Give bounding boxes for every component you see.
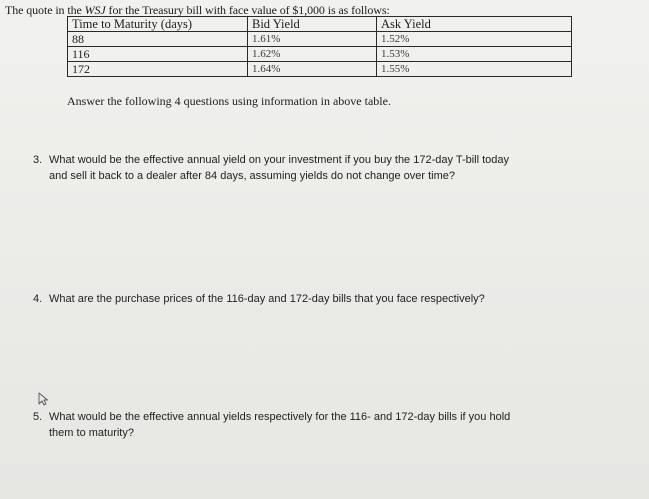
intro-suffix: for the Treasury bill with face value of $1,000 is as follows: bbox=[105, 3, 390, 17]
cursor-arrow-icon bbox=[38, 392, 48, 406]
cell-bid-yield: 1.64% bbox=[248, 62, 377, 77]
cell-maturity: 88 bbox=[68, 32, 248, 47]
cell-maturity: 116 bbox=[68, 47, 248, 62]
question-line: What would be the effective annual yield on your investment if you buy the 172-day T-bill today bbox=[49, 154, 510, 166]
intro-prefix: The quote in the bbox=[5, 3, 85, 17]
question-text bbox=[49, 409, 510, 441]
question-number: 4. bbox=[33, 293, 43, 305]
cell-bid-yield: 1.61% bbox=[248, 32, 377, 47]
question-line: What would be the effective annual yields respectively for the 116- and 172-day bills if you hold bbox=[49, 411, 511, 423]
header-bid-yield: Bid Yield bbox=[248, 17, 377, 32]
question-3 bbox=[33, 152, 633, 186]
cell-maturity: 172 bbox=[68, 62, 248, 77]
treasury-bill-quote-table bbox=[67, 16, 572, 77]
cell-ask-yield: 1.52% bbox=[377, 32, 572, 47]
question-text bbox=[49, 152, 509, 184]
header-time-to-maturity: Time to Maturity (days) bbox=[68, 17, 248, 32]
table-row bbox=[68, 62, 572, 77]
question-line: them to maturity? bbox=[49, 427, 134, 439]
question-4 bbox=[33, 291, 633, 309]
header-ask-yield: Ask Yield bbox=[377, 17, 572, 32]
table-row bbox=[68, 47, 572, 62]
cell-ask-yield: 1.53% bbox=[377, 47, 572, 62]
question-5 bbox=[33, 409, 633, 443]
cell-bid-yield: 1.62% bbox=[248, 47, 377, 62]
cell-ask-yield: 1.55% bbox=[377, 62, 572, 77]
question-line: and sell it back to a dealer after 84 days, assuming yields do not change over time? bbox=[49, 170, 456, 182]
question-number: 3. bbox=[33, 154, 43, 166]
intro-source: WSJ bbox=[84, 3, 106, 17]
question-number: 5. bbox=[33, 411, 43, 423]
table-header-row bbox=[68, 17, 572, 32]
table-row bbox=[68, 32, 572, 47]
question-text bbox=[49, 291, 485, 307]
question-line: What are the purchase prices of the 116-day and 172-day bills that you face respectively? bbox=[49, 293, 485, 305]
instruction-text: Answer the following 4 questions using information in above table. bbox=[67, 94, 391, 108]
